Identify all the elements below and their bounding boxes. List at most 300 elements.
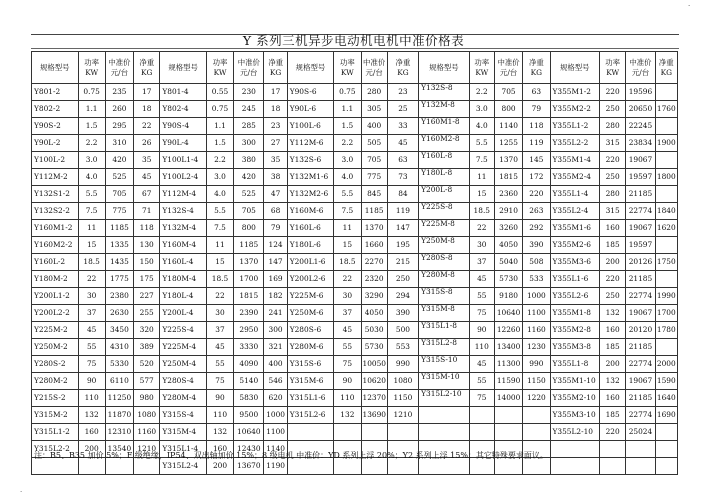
table-row	[32, 203, 678, 220]
cell-price: 285	[234, 118, 264, 135]
cell-price: 1185	[105, 220, 133, 237]
cell-price: 400	[361, 118, 387, 135]
cell-weight: 172	[523, 169, 550, 186]
header-model-g1: 规格型号	[32, 52, 79, 84]
cell-weight: 68	[264, 203, 287, 220]
cell-power: 160	[206, 441, 233, 458]
cell-weight: 1690	[655, 407, 677, 424]
cell-model: Y112M-6	[287, 135, 334, 152]
cell-model: Y355M3-6	[550, 254, 600, 271]
cell-weight: 18	[264, 101, 287, 118]
cell-weight: 553	[387, 339, 418, 356]
cell-price: 22774	[626, 203, 655, 220]
table-row	[32, 407, 678, 424]
cell-power: 110	[334, 390, 361, 407]
cell-empty	[600, 441, 626, 458]
cell-power: 75	[78, 356, 105, 373]
cell-weight: 79	[523, 101, 550, 118]
cell-price: 21185	[626, 271, 655, 288]
cell-power: 1.1	[334, 101, 361, 118]
cell-price: 245	[234, 101, 264, 118]
cell-weight: 25	[387, 101, 418, 118]
header-weight-g4: 净重 KG	[523, 52, 550, 84]
cell-price: 3450	[105, 322, 133, 339]
cell-model: Y355L1-8	[550, 356, 600, 373]
cell-weight: 124	[264, 237, 287, 254]
cell-power: 22	[78, 271, 105, 288]
cell-model: Y315M-2	[32, 407, 79, 424]
cell-power: 132	[206, 424, 233, 441]
cell-model: Y280M-6	[287, 339, 334, 356]
cell-weight: 67	[134, 186, 160, 203]
cell-power: 11	[78, 220, 105, 237]
cell-power: 0.75	[206, 101, 233, 118]
cell-price: 21185	[626, 339, 655, 356]
table-row	[32, 101, 678, 118]
cell-weight: 1190	[264, 458, 287, 475]
table-row	[32, 169, 678, 186]
cell-price: 22774	[626, 288, 655, 305]
cell-model: Y225S-4	[160, 322, 207, 339]
header-weight-g5: 净重 KG	[655, 52, 677, 84]
cell-power: 250	[600, 169, 626, 186]
cell-weight: 620	[264, 390, 287, 407]
cell-price: 2910	[494, 203, 522, 220]
cell-weight	[655, 118, 677, 135]
cell-weight: 45	[387, 135, 418, 152]
cell-model: Y200L2-2	[32, 305, 79, 322]
cell-power: 45	[469, 271, 494, 288]
table-row	[32, 118, 678, 135]
cell-model: Y802-4	[160, 101, 207, 118]
cell-price: 19067	[626, 305, 655, 322]
cell-price: 19596	[626, 84, 655, 101]
cell-price: 13540	[105, 441, 133, 458]
cell-empty	[523, 424, 550, 441]
cell-model: Y100L2-4	[160, 169, 207, 186]
cell-weight	[655, 237, 677, 254]
cell-weight: 22	[134, 118, 160, 135]
cell-weight: 45	[134, 169, 160, 186]
cell-power: 90	[206, 390, 233, 407]
header-model-g5: 规格型号	[550, 52, 600, 84]
cell-power: 75	[469, 305, 494, 322]
cell-weight: 169	[264, 271, 287, 288]
cell-price: 3330	[234, 339, 264, 356]
cell-weight: 145	[523, 152, 550, 169]
cell-model: Y180M-4	[160, 271, 207, 288]
cell-weight	[655, 152, 677, 169]
cell-price: 20126	[626, 254, 655, 271]
cell-weight	[655, 424, 677, 441]
cell-model: Y315M-6	[287, 373, 334, 390]
cell-price: 19067	[626, 220, 655, 237]
cell-power: 30	[206, 305, 233, 322]
cell-weight: 1160	[523, 322, 550, 339]
cell-model: Y315L2-2	[32, 441, 79, 458]
cell-power: 45	[334, 322, 361, 339]
cell-weight: 119	[523, 135, 550, 152]
cell-price: 23834	[626, 135, 655, 152]
cell-model: Y355L1-4	[550, 186, 600, 203]
cell-price: 5830	[234, 390, 264, 407]
cell-empty	[550, 441, 600, 458]
cell-price: 22774	[626, 407, 655, 424]
cell-weight: 118	[134, 220, 160, 237]
cell-model: Y200L-8	[419, 186, 470, 203]
cell-model: Y280M-2	[32, 373, 79, 390]
cell-model: Y180L-6	[287, 237, 334, 254]
cell-empty	[550, 458, 600, 475]
cell-weight: 1990	[655, 288, 677, 305]
cell-model: Y250M-2	[32, 339, 79, 356]
cell-empty	[419, 407, 470, 424]
cell-model: Y355M2-6	[550, 237, 600, 254]
cell-power: 1.5	[78, 118, 105, 135]
cell-empty	[626, 458, 655, 475]
cell-weight: 990	[523, 356, 550, 373]
cell-price: 2270	[361, 254, 387, 271]
cell-price: 310	[105, 135, 133, 152]
cell-weight: 118	[523, 118, 550, 135]
cell-empty	[387, 424, 418, 441]
cell-model: Y801-4	[160, 84, 207, 101]
cell-empty	[494, 407, 522, 424]
table-row	[32, 271, 678, 288]
cell-power: 110	[78, 390, 105, 407]
cell-model: Y225M-4	[160, 339, 207, 356]
cell-price: 21185	[626, 390, 655, 407]
cell-power: 200	[600, 356, 626, 373]
cell-power: 200	[600, 254, 626, 271]
cell-model: Y280M-4	[160, 390, 207, 407]
cell-model: Y355M2-4	[550, 169, 600, 186]
cell-power: 45	[78, 322, 105, 339]
header-price-g4: 中准价 元/台	[494, 52, 522, 84]
cell-power: 18.5	[78, 254, 105, 271]
header-price-g5: 中准价 元/台	[626, 52, 655, 84]
cell-weight: 1150	[387, 390, 418, 407]
header-weight-g1: 净重 KG	[134, 52, 160, 84]
cell-empty	[494, 424, 522, 441]
cell-power: 45	[469, 356, 494, 373]
cell-power: 5.5	[78, 186, 105, 203]
cell-price: 280	[361, 84, 387, 101]
cell-model: Y315L1-2	[32, 424, 79, 441]
cell-price: 1435	[105, 254, 133, 271]
cell-power: 5.5	[206, 203, 233, 220]
cell-price: 11250	[105, 390, 133, 407]
cell-weight: 1000	[523, 288, 550, 305]
cell-price: 2320	[361, 271, 387, 288]
cell-power: 1.5	[334, 118, 361, 135]
cell-price: 775	[361, 169, 387, 186]
cell-model: Y112M-4	[160, 186, 207, 203]
cell-model: Y132M-8	[419, 101, 470, 118]
cell-price: 1185	[361, 203, 387, 220]
cell-price: 525	[234, 186, 264, 203]
cell-model: Y315S-8	[419, 288, 470, 305]
cell-power: 132	[78, 407, 105, 424]
cell-power: 3.0	[78, 152, 105, 169]
cell-model: Y180L-4	[160, 288, 207, 305]
cell-weight: 17	[134, 84, 160, 101]
cell-empty	[600, 458, 626, 475]
cell-power: 30	[334, 288, 361, 305]
cell-model: Y132S-4	[160, 203, 207, 220]
cell-power: 220	[600, 84, 626, 101]
cell-weight: 1640	[655, 390, 677, 407]
cell-power: 45	[206, 339, 233, 356]
header-power-g3: 功率 KW	[334, 52, 361, 84]
cell-model: Y225M-8	[419, 220, 470, 237]
cell-power: 3.0	[334, 152, 361, 169]
cell-weight: 79	[264, 220, 287, 237]
cell-power: 1.1	[206, 118, 233, 135]
cell-weight: 35	[134, 152, 160, 169]
cell-price: 6110	[105, 373, 133, 390]
cell-price: 21185	[626, 186, 655, 203]
cell-price: 12260	[494, 322, 522, 339]
cell-weight: 26	[134, 135, 160, 152]
cell-model: Y180M-2	[32, 271, 79, 288]
cell-price: 19067	[626, 373, 655, 390]
cell-power: 37	[469, 254, 494, 271]
cell-empty	[655, 441, 677, 458]
cell-power: 30	[469, 237, 494, 254]
cell-model: Y315M-4	[160, 424, 207, 441]
cell-weight: 1800	[655, 169, 677, 186]
cell-model: Y315L2-8	[419, 339, 470, 356]
table-row	[32, 356, 678, 373]
cell-weight: 390	[523, 237, 550, 254]
cell-price: 2360	[494, 186, 522, 203]
cell-price: 13400	[494, 339, 522, 356]
cell-price: 1185	[234, 237, 264, 254]
table-row	[32, 152, 678, 169]
cell-weight: 508	[523, 254, 550, 271]
cell-power: 2.2	[334, 135, 361, 152]
cell-model: Y90L-6	[287, 101, 334, 118]
page-title: Y 系列三机异步电动机电机中准价格表	[242, 33, 465, 48]
cell-weight: 1750	[655, 254, 677, 271]
cell-power: 90	[469, 322, 494, 339]
cell-weight: 227	[134, 288, 160, 305]
cell-weight: 389	[134, 339, 160, 356]
cell-price: 11870	[105, 407, 133, 424]
cell-power: 315	[600, 135, 626, 152]
cell-power: 75	[206, 373, 233, 390]
cell-weight: 250	[387, 271, 418, 288]
table-row	[32, 220, 678, 237]
cell-weight	[655, 271, 677, 288]
cell-power: 11	[206, 237, 233, 254]
cell-model: Y160L-8	[419, 152, 470, 169]
cell-weight: 1780	[655, 322, 677, 339]
cell-price: 19067	[626, 152, 655, 169]
cell-power: 0.75	[78, 84, 105, 101]
cell-model: Y160M-6	[287, 203, 334, 220]
cell-price: 13670	[234, 458, 264, 475]
header-power-g1: 功率 KW	[78, 52, 105, 84]
cell-price: 9180	[494, 288, 522, 305]
cell-weight: 38	[264, 169, 287, 186]
price-table	[31, 51, 678, 475]
cell-price: 2380	[105, 288, 133, 305]
cell-weight: 321	[264, 339, 287, 356]
page-mark-top: ·	[688, 2, 691, 10]
cell-model: Y280S-4	[160, 373, 207, 390]
cell-model: Y355M1-10	[550, 373, 600, 390]
cell-weight: 47	[264, 186, 287, 203]
cell-model: Y355M2-8	[550, 322, 600, 339]
cell-model: Y132S-8	[419, 84, 470, 101]
cell-price: 4310	[105, 339, 133, 356]
cell-price: 5040	[494, 254, 522, 271]
table-row	[32, 390, 678, 407]
cell-model: Y315L1-6	[287, 390, 334, 407]
cell-empty	[419, 424, 470, 441]
cell-weight: 292	[523, 220, 550, 237]
cell-price: 3290	[361, 288, 387, 305]
header-price-g1: 中准价 元/台	[105, 52, 133, 84]
cell-price: 5730	[361, 339, 387, 356]
cell-price: 12310	[105, 424, 133, 441]
cell-price: 1700	[234, 271, 264, 288]
cell-power: 22	[206, 288, 233, 305]
cell-power: 55	[334, 339, 361, 356]
cell-power: 90	[334, 373, 361, 390]
cell-price: 380	[234, 152, 264, 169]
cell-price: 1815	[494, 169, 522, 186]
footnote: 注：B5、B35 加价 5%；F 级绝缘，IP54、双出轴加价 15%；8 级电机 中准价：YD 系列上浮 20%；Y2 系列上浮 15%；其它特殊要求面议。	[34, 451, 548, 460]
cell-price: 800	[234, 220, 264, 237]
cell-power: 5.5	[334, 186, 361, 203]
cell-weight: 1080	[387, 373, 418, 390]
header-power-g5: 功率 KW	[600, 52, 626, 84]
cell-price: 420	[234, 169, 264, 186]
cell-price: 300	[234, 135, 264, 152]
header-weight-g3: 净重 KG	[387, 52, 418, 84]
cell-weight: 215	[387, 254, 418, 271]
cell-weight: 27	[264, 135, 287, 152]
cell-price: 22245	[626, 118, 655, 135]
cell-price: 2950	[234, 322, 264, 339]
cell-weight: 241	[264, 305, 287, 322]
cell-power: 15	[206, 254, 233, 271]
cell-power: 11	[469, 169, 494, 186]
cell-model: Y355L1-2	[550, 118, 600, 135]
cell-model: Y90L-2	[32, 135, 79, 152]
header-weight-g2: 净重 KG	[264, 52, 287, 84]
cell-weight: 294	[387, 288, 418, 305]
cell-weight: 182	[264, 288, 287, 305]
cell-power: 185	[600, 407, 626, 424]
cell-price: 4050	[494, 237, 522, 254]
cell-price: 5030	[361, 322, 387, 339]
header-price-g2: 中准价 元/台	[234, 52, 264, 84]
cell-power: 55	[469, 373, 494, 390]
cell-weight	[655, 186, 677, 203]
cell-model: Y280M-8	[419, 271, 470, 288]
table-row	[32, 254, 678, 271]
cell-model: Y355M3-8	[550, 339, 600, 356]
cell-power: 75	[334, 356, 361, 373]
cell-power: 2.2	[206, 152, 233, 169]
cell-model: Y100L1-4	[160, 152, 207, 169]
cell-power: 1.5	[206, 135, 233, 152]
cell-model: Y355M1-8	[550, 305, 600, 322]
table-row	[32, 322, 678, 339]
header-model-g4: 规格型号	[419, 52, 470, 84]
cell-price: 1370	[361, 220, 387, 237]
cell-power: 7.5	[206, 220, 233, 237]
cell-power: 3.0	[206, 169, 233, 186]
cell-model: Y280S-6	[287, 322, 334, 339]
cell-price: 5730	[494, 271, 522, 288]
cell-weight: 175	[134, 271, 160, 288]
cell-price: 1775	[105, 271, 133, 288]
cell-weight: 1620	[655, 220, 677, 237]
cell-power: 280	[600, 118, 626, 135]
cell-price: 20650	[626, 101, 655, 118]
cell-power: 18.5	[469, 203, 494, 220]
cell-weight: 71	[134, 203, 160, 220]
cell-model: Y132M2-6	[287, 186, 334, 203]
cell-price: 9500	[234, 407, 264, 424]
cell-weight: 63	[387, 152, 418, 169]
cell-power: 220	[600, 271, 626, 288]
cell-model: Y355M2-2	[550, 101, 600, 118]
cell-power: 0.55	[206, 84, 233, 101]
cell-weight: 23	[264, 118, 287, 135]
header-power-g2: 功率 KW	[206, 52, 233, 84]
cell-model: Y132M-4	[160, 220, 207, 237]
cell-model: Y90S-2	[32, 118, 79, 135]
cell-power: 132	[600, 373, 626, 390]
cell-power: 22	[334, 271, 361, 288]
cell-power: 4.0	[469, 118, 494, 135]
header-power-g4: 功率 KW	[469, 52, 494, 84]
cell-price: 705	[105, 186, 133, 203]
cell-power: 7.5	[334, 203, 361, 220]
cell-model: Y160M-4	[160, 237, 207, 254]
cell-weight: 1760	[655, 101, 677, 118]
cell-weight: 33	[387, 118, 418, 135]
cell-power: 18.5	[334, 254, 361, 271]
cell-model: Y315S-10	[419, 356, 470, 373]
table-row	[32, 186, 678, 203]
page-mark-bottom: ·	[20, 488, 23, 496]
cell-model: Y355M1-4	[550, 152, 600, 169]
cell-model: Y315L2-4	[160, 458, 207, 475]
cell-model: Y132S-6	[287, 152, 334, 169]
cell-power: 315	[600, 203, 626, 220]
cell-power: 1.1	[78, 101, 105, 118]
cell-price: 19597	[626, 169, 655, 186]
cell-model: Y250M-8	[419, 237, 470, 254]
cell-model: Y225M-6	[287, 288, 334, 305]
cell-price: 10050	[361, 356, 387, 373]
cell-empty	[655, 458, 677, 475]
cell-model: Y215S-2	[32, 390, 79, 407]
cell-weight	[655, 339, 677, 356]
cell-weight: 220	[523, 186, 550, 203]
cell-power: 185	[600, 339, 626, 356]
cell-price: 230	[234, 84, 264, 101]
cell-power: 7.5	[78, 203, 105, 220]
table-row	[32, 373, 678, 390]
